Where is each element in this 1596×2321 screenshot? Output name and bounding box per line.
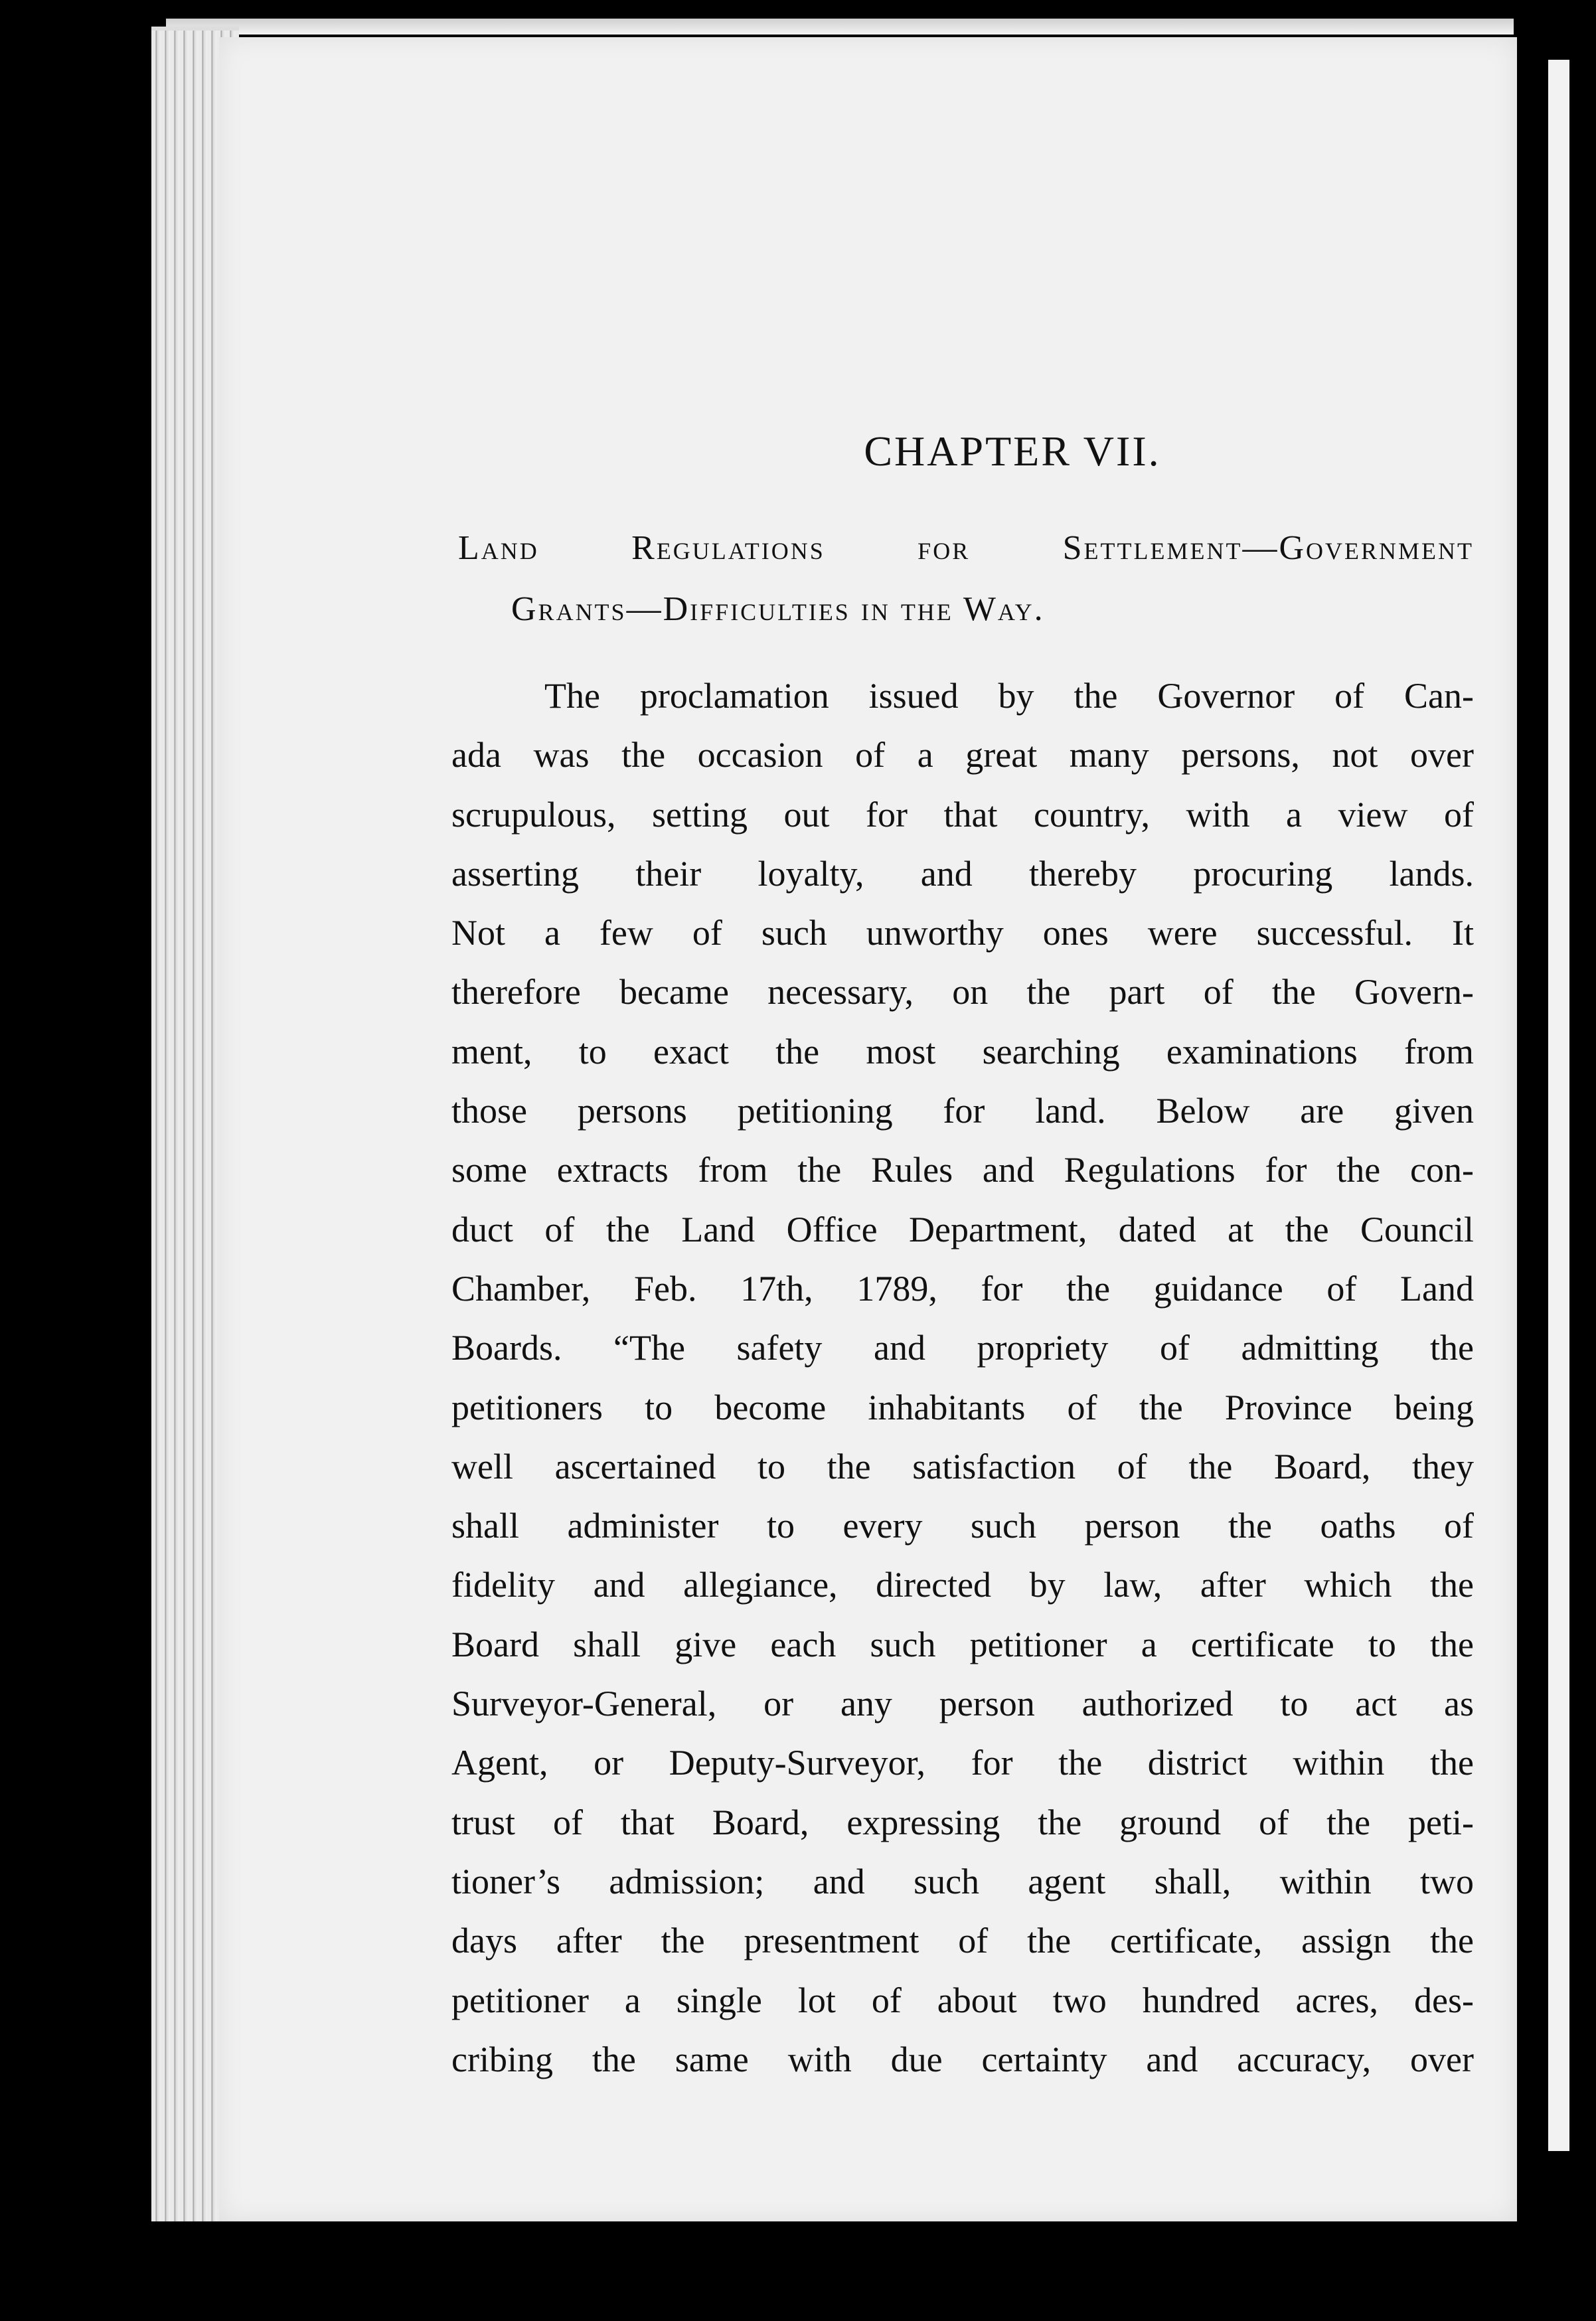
text-line: Boards. “The safety and propriety of admitting the xyxy=(451,1328,1474,1368)
chapter-heading: CHAPTER VII. xyxy=(864,428,1161,475)
reverse-side-bleed-through xyxy=(425,246,1487,307)
text-line: scrupulous, setting out for that country, with a view of xyxy=(451,794,1474,835)
text-line: petitioner a single lot of about two hundred acres, des- xyxy=(451,1980,1474,2020)
text-line: Chamber, Feb. 17th, 1789, for the guidance of Land xyxy=(451,1268,1474,1309)
page-top-edge xyxy=(166,19,1514,35)
text-line: petitioners to become inhabitants of the Province being xyxy=(451,1387,1474,1427)
text-line: Agent, or Deputy-Surveyor, for the district within the xyxy=(451,1743,1474,1783)
text-line: Not a few of such unworthy ones were successful. It xyxy=(451,913,1474,953)
text-line: Surveyor-General, or any person authorized to act as xyxy=(451,1684,1474,1724)
facing-page-edge xyxy=(1548,60,1569,2151)
page-content xyxy=(438,425,1474,2089)
text-line: Board shall give each such petitioner a certificate to the xyxy=(451,1624,1474,1664)
text-line: well ascertained to the satisfaction of the Board, they xyxy=(451,1446,1474,1486)
chapter-subtitle xyxy=(438,518,1474,640)
text-line: days after the presentment of the certificate, assign the xyxy=(451,1921,1474,1961)
text-line: shall administer to every such person the oaths of xyxy=(451,1506,1474,1546)
subtitle-line: Land Regulations for Settlement—Government xyxy=(458,529,1474,567)
text-line: ada was the occasion of a great many persons, not over xyxy=(451,735,1474,775)
text-line: fidelity and allegiance, directed by law, after which the xyxy=(451,1565,1474,1605)
body-text xyxy=(438,667,1474,2089)
text-line: therefore became necessary, on the part of the Govern- xyxy=(451,972,1474,1012)
subtitle-line: Grants—Difficulties in the Way. xyxy=(511,590,1045,628)
text-line: ment, to exact the most searching examinations from xyxy=(451,1031,1474,1072)
text-line: The proclamation issued by the Governor of Can- xyxy=(544,676,1474,716)
text-line: trust of that Board, expressing the ground of the peti- xyxy=(451,1802,1474,1842)
text-line: asserting their loyalty, and thereby procuring lands. xyxy=(451,853,1474,894)
text-line: some extracts from the Rules and Regulations for the con- xyxy=(451,1150,1474,1190)
text-line: those persons petitioning for land. Below are given xyxy=(451,1091,1474,1131)
text-line: duct of the Land Office Department, dated at the Council xyxy=(451,1209,1474,1249)
text-line: cribing the same with due certainty and accuracy, over xyxy=(451,2039,1474,2079)
text-line: tioner’s admission; and such agent shall, within two xyxy=(451,1861,1474,1901)
